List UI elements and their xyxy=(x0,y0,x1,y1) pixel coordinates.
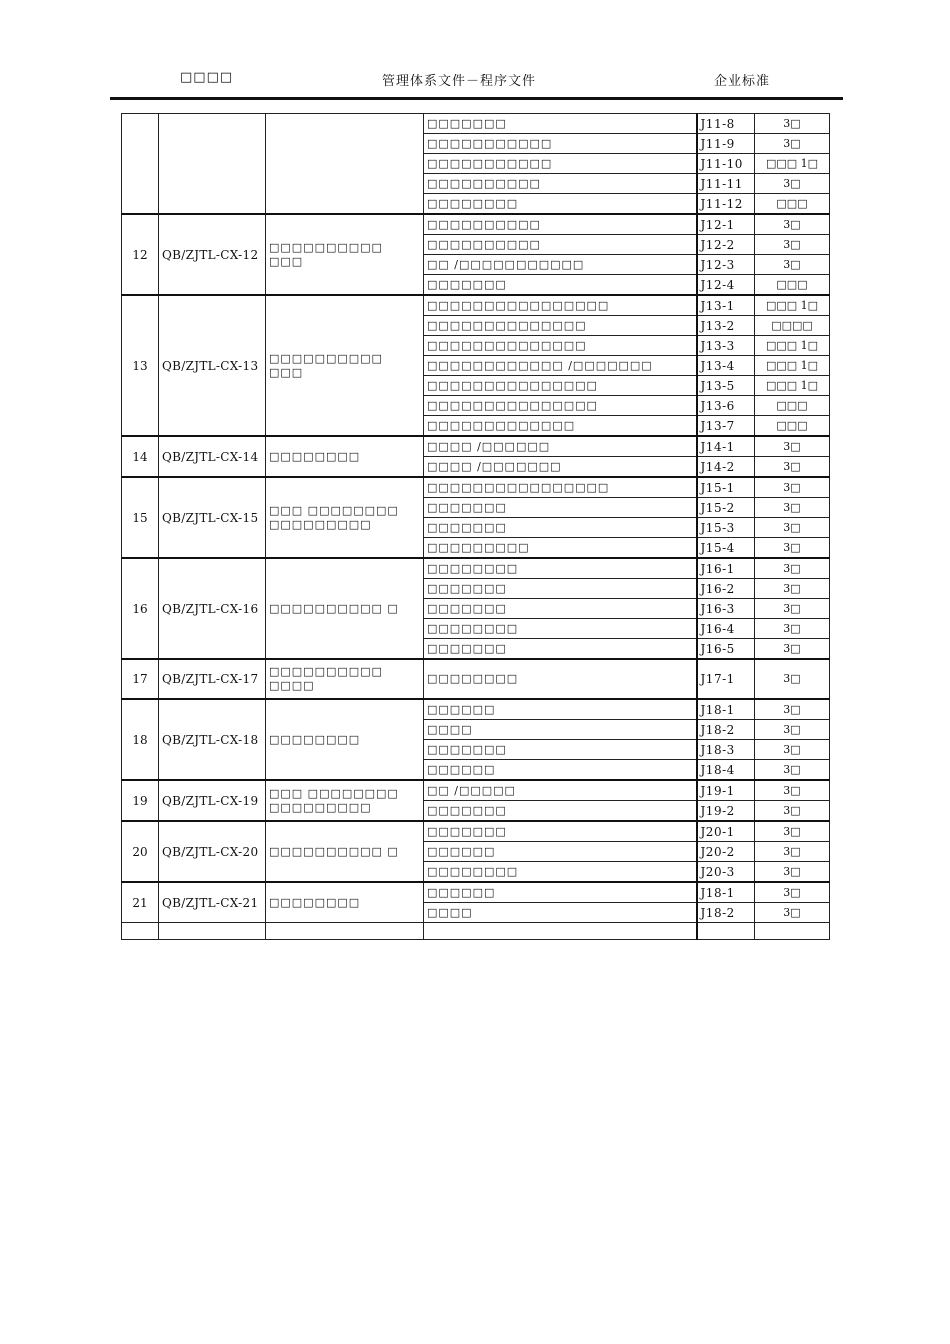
cell-form-number: J18-3 xyxy=(697,740,755,760)
cell-number: 21 xyxy=(122,882,159,923)
table-row xyxy=(122,558,830,579)
cell-form-name: □□□□□□□□□□□□ /□□□□□□□ xyxy=(424,356,697,376)
cell-form-number: J12-1 xyxy=(697,214,755,235)
cell-form-number: J18-4 xyxy=(697,760,755,781)
cell-form-name: □□□□□□□ xyxy=(424,599,697,619)
cell-form-number: J16-2 xyxy=(697,579,755,599)
cell-form-number: J15-2 xyxy=(697,498,755,518)
cell-form-number: J13-4 xyxy=(697,356,755,376)
cell-procedure-title: □□□□□□□□□□ □□□ xyxy=(266,295,424,436)
cell-procedure-title: □□□□□□□□ xyxy=(266,436,424,477)
cell-number: 16 xyxy=(122,558,159,659)
cell-retention: 3□ xyxy=(755,235,830,255)
cell-retention: □□□ 1□ xyxy=(755,295,830,316)
cell-document-code: QB/ZJTL-CX-16 xyxy=(159,558,266,659)
cell-retention: 3□ xyxy=(755,134,830,154)
cell-form-number: J15-3 xyxy=(697,518,755,538)
cell-retention: □□□ 1□ xyxy=(755,336,830,356)
cell-retention: 3□ xyxy=(755,903,830,923)
cell-form-number: J13-6 xyxy=(697,396,755,416)
empty-cell xyxy=(266,923,424,940)
cell-form-number: J11-9 xyxy=(697,134,755,154)
cell-retention: 3□ xyxy=(755,174,830,194)
cell-form-number: J15-1 xyxy=(697,477,755,498)
cell-procedure-title: □□□ □□□□□□□□ □□□□□□□□□ xyxy=(266,780,424,821)
cell-retention: 3□ xyxy=(755,214,830,235)
cell-retention: □□□ 1□ xyxy=(755,356,830,376)
cell-number: 20 xyxy=(122,821,159,882)
cell-form-name: □□□□□□□□□□□□□□□□ xyxy=(424,477,697,498)
cell-form-number: J13-3 xyxy=(697,336,755,356)
cell-number: 14 xyxy=(122,436,159,477)
cell-retention: 3□ xyxy=(755,436,830,457)
cell-form-number: J14-2 xyxy=(697,457,755,478)
cell-document-code: QB/ZJTL-CX-20 xyxy=(159,821,266,882)
cell-form-number: J12-3 xyxy=(697,255,755,275)
cell-procedure-title: □□□□□□□□□□ □□□ xyxy=(266,214,424,295)
header-rule xyxy=(110,97,843,100)
table-row xyxy=(122,699,830,720)
cell-retention: 3□ xyxy=(755,599,830,619)
cell-form-name: □□□□□□□□□□□ xyxy=(424,154,697,174)
cell-form-name: □□□□□□□□□□□□□□ xyxy=(424,336,697,356)
empty-cell xyxy=(755,923,830,940)
table-row xyxy=(122,114,830,134)
cell-number: 17 xyxy=(122,659,159,699)
table-row xyxy=(122,659,830,699)
table-row xyxy=(122,214,830,235)
cell-form-name: □□□□□□□ xyxy=(424,275,697,296)
cell-retention: 3□ xyxy=(755,780,830,801)
cell-form-name: □□□□□□□□ xyxy=(424,862,697,883)
cell-form-name: □□□□□□ xyxy=(424,760,697,781)
cell-retention: □□□□ xyxy=(755,316,830,336)
cell-form-number: J14-1 xyxy=(697,436,755,457)
cell-document-code: QB/ZJTL-CX-12 xyxy=(159,214,266,295)
cell-form-number: J17-1 xyxy=(697,659,755,699)
cell-form-number: J19-2 xyxy=(697,801,755,822)
cell-retention: □□□ xyxy=(755,416,830,437)
cell-form-name: □□□□□□□ xyxy=(424,801,697,822)
cell-retention: □□□ xyxy=(755,275,830,296)
cell-document-code: QB/ZJTL-CX-17 xyxy=(159,659,266,699)
cell-retention: 3□ xyxy=(755,619,830,639)
cell-retention: 3□ xyxy=(755,579,830,599)
cell-form-number: J13-1 xyxy=(697,295,755,316)
cell-form-name: □□□□□□□□ xyxy=(424,194,697,215)
cell-form-name: □□□□ xyxy=(424,720,697,740)
cell-form-name: □□□□□□□ xyxy=(424,639,697,660)
cell-retention: □□□ xyxy=(755,194,830,215)
cell-retention: 3□ xyxy=(755,538,830,559)
table-row xyxy=(122,295,830,316)
cell-form-name: □□□□□□ xyxy=(424,699,697,720)
cell-retention: □□□ 1□ xyxy=(755,154,830,174)
empty-cell xyxy=(122,923,159,940)
cell-form-name: □□□□ /□□□□□□ xyxy=(424,436,697,457)
cell-form-name: □□□□□□□□□□□□□□□ xyxy=(424,396,697,416)
cell-form-name: □□□□□□□□□□□□□ xyxy=(424,416,697,437)
cell-form-name: □□□□□□□ xyxy=(424,821,697,842)
cell-form-name: □□□□□□□□□□□□□□□ xyxy=(424,376,697,396)
cell-form-number: J16-4 xyxy=(697,619,755,639)
cell-form-name: □□□□□□□□ xyxy=(424,558,697,579)
cell-procedure-title: □□□□□□□□□□ □□□□ xyxy=(266,659,424,699)
cell-document-code: QB/ZJTL-CX-21 xyxy=(159,882,266,923)
table-row xyxy=(122,477,830,498)
cell-number: 19 xyxy=(122,780,159,821)
cell-form-number: J13-2 xyxy=(697,316,755,336)
cell-retention: 3□ xyxy=(755,699,830,720)
procedure-form-table xyxy=(121,113,830,940)
cell-form-number: J20-1 xyxy=(697,821,755,842)
cell-form-number: J18-2 xyxy=(697,720,755,740)
table-row xyxy=(122,780,830,801)
cell-form-number: J16-1 xyxy=(697,558,755,579)
cell-procedure-title: □□□ □□□□□□□□ □□□□□□□□□ xyxy=(266,477,424,558)
cell-form-number: J11-11 xyxy=(697,174,755,194)
cell-number: 15 xyxy=(122,477,159,558)
cell-procedure-title xyxy=(266,114,424,215)
cell-form-number: J13-7 xyxy=(697,416,755,437)
cell-form-name: □□ /□□□□□ xyxy=(424,780,697,801)
cell-document-code: QB/ZJTL-CX-18 xyxy=(159,699,266,780)
cell-retention: □□□ 1□ xyxy=(755,376,830,396)
cell-form-name: □□□□□□□ xyxy=(424,498,697,518)
cell-form-number: J12-2 xyxy=(697,235,755,255)
cell-retention: 3□ xyxy=(755,821,830,842)
cell-document-code: QB/ZJTL-CX-15 xyxy=(159,477,266,558)
cell-retention: 3□ xyxy=(755,639,830,660)
empty-cell xyxy=(159,923,266,940)
cell-retention: 3□ xyxy=(755,558,830,579)
table-row-empty xyxy=(122,923,830,940)
cell-form-name: □□□□□□□ xyxy=(424,579,697,599)
cell-form-number: J16-3 xyxy=(697,599,755,619)
cell-number: 13 xyxy=(122,295,159,436)
cell-document-code: QB/ZJTL-CX-19 xyxy=(159,780,266,821)
table-row xyxy=(122,882,830,903)
cell-form-name: □□□□□□ xyxy=(424,882,697,903)
cell-retention: 3□ xyxy=(755,255,830,275)
cell-form-name: □□□□□□□□□□□ xyxy=(424,134,697,154)
cell-procedure-title: □□□□□□□□□□ □ xyxy=(266,558,424,659)
cell-retention: 3□ xyxy=(755,760,830,781)
cell-retention: 3□ xyxy=(755,740,830,760)
cell-retention: □□□ xyxy=(755,396,830,416)
cell-retention: 3□ xyxy=(755,862,830,883)
empty-cell xyxy=(424,923,697,940)
cell-form-name: □□□□□□□ xyxy=(424,114,697,134)
cell-number: 12 xyxy=(122,214,159,295)
cell-form-name: □□□□□□□□□□ xyxy=(424,214,697,235)
cell-retention: 3□ xyxy=(755,477,830,498)
cell-form-name: □□□□□□□ xyxy=(424,518,697,538)
cell-form-number: J20-3 xyxy=(697,862,755,883)
cell-form-name: □□ /□□□□□□□□□□□ xyxy=(424,255,697,275)
cell-form-number: J12-4 xyxy=(697,275,755,296)
cell-form-number: J18-2 xyxy=(697,903,755,923)
cell-procedure-title: □□□□□□□□□□ □ xyxy=(266,821,424,882)
cell-number: 18 xyxy=(122,699,159,780)
cell-form-name: □□□□□□□□□ xyxy=(424,538,697,559)
cell-form-name: □□□□□□□□□□ xyxy=(424,235,697,255)
cell-form-name: □□□□□□□□□□□□□□ xyxy=(424,316,697,336)
cell-retention: 3□ xyxy=(755,720,830,740)
cell-form-number: J11-12 xyxy=(697,194,755,215)
cell-form-name: □□□□ /□□□□□□□ xyxy=(424,457,697,478)
cell-form-name: □□□□□□□□ xyxy=(424,619,697,639)
table-row xyxy=(122,821,830,842)
cell-form-number: J18-1 xyxy=(697,699,755,720)
cell-document-code: QB/ZJTL-CX-14 xyxy=(159,436,266,477)
cell-retention: 3□ xyxy=(755,114,830,134)
cell-retention: 3□ xyxy=(755,842,830,862)
cell-retention: 3□ xyxy=(755,518,830,538)
cell-form-name: □□□□ xyxy=(424,903,697,923)
cell-document-code xyxy=(159,114,266,215)
cell-form-name: □□□□□□ xyxy=(424,842,697,862)
cell-form-name: □□□□□□□□□□□□□□□□ xyxy=(424,295,697,316)
cell-procedure-title: □□□□□□□□ xyxy=(266,882,424,923)
cell-form-number: J11-10 xyxy=(697,154,755,174)
header-left-label: □□□□ xyxy=(180,70,234,85)
cell-retention: 3□ xyxy=(755,659,830,699)
empty-cell xyxy=(697,923,755,940)
cell-form-number: J13-5 xyxy=(697,376,755,396)
cell-number xyxy=(122,114,159,215)
cell-form-number: J20-2 xyxy=(697,842,755,862)
table-row xyxy=(122,436,830,457)
cell-retention: 3□ xyxy=(755,457,830,478)
document-title: 管理体系文件－程序文件 xyxy=(382,74,537,89)
cell-document-code: QB/ZJTL-CX-13 xyxy=(159,295,266,436)
cell-form-name: □□□□□□□□□□ xyxy=(424,174,697,194)
cell-retention: 3□ xyxy=(755,801,830,822)
cell-form-name: □□□□□□□□ xyxy=(424,659,697,699)
cell-form-number: J19-1 xyxy=(697,780,755,801)
cell-form-number: J15-4 xyxy=(697,538,755,559)
cell-form-number: J16-5 xyxy=(697,639,755,660)
cell-retention: 3□ xyxy=(755,498,830,518)
cell-procedure-title: □□□□□□□□ xyxy=(266,699,424,780)
standard-type-label: 企业标准 xyxy=(714,74,771,89)
cell-form-number: J11-8 xyxy=(697,114,755,134)
cell-form-name: □□□□□□□ xyxy=(424,740,697,760)
table-body xyxy=(122,114,830,940)
cell-form-number: J18-1 xyxy=(697,882,755,903)
cell-retention: 3□ xyxy=(755,882,830,903)
